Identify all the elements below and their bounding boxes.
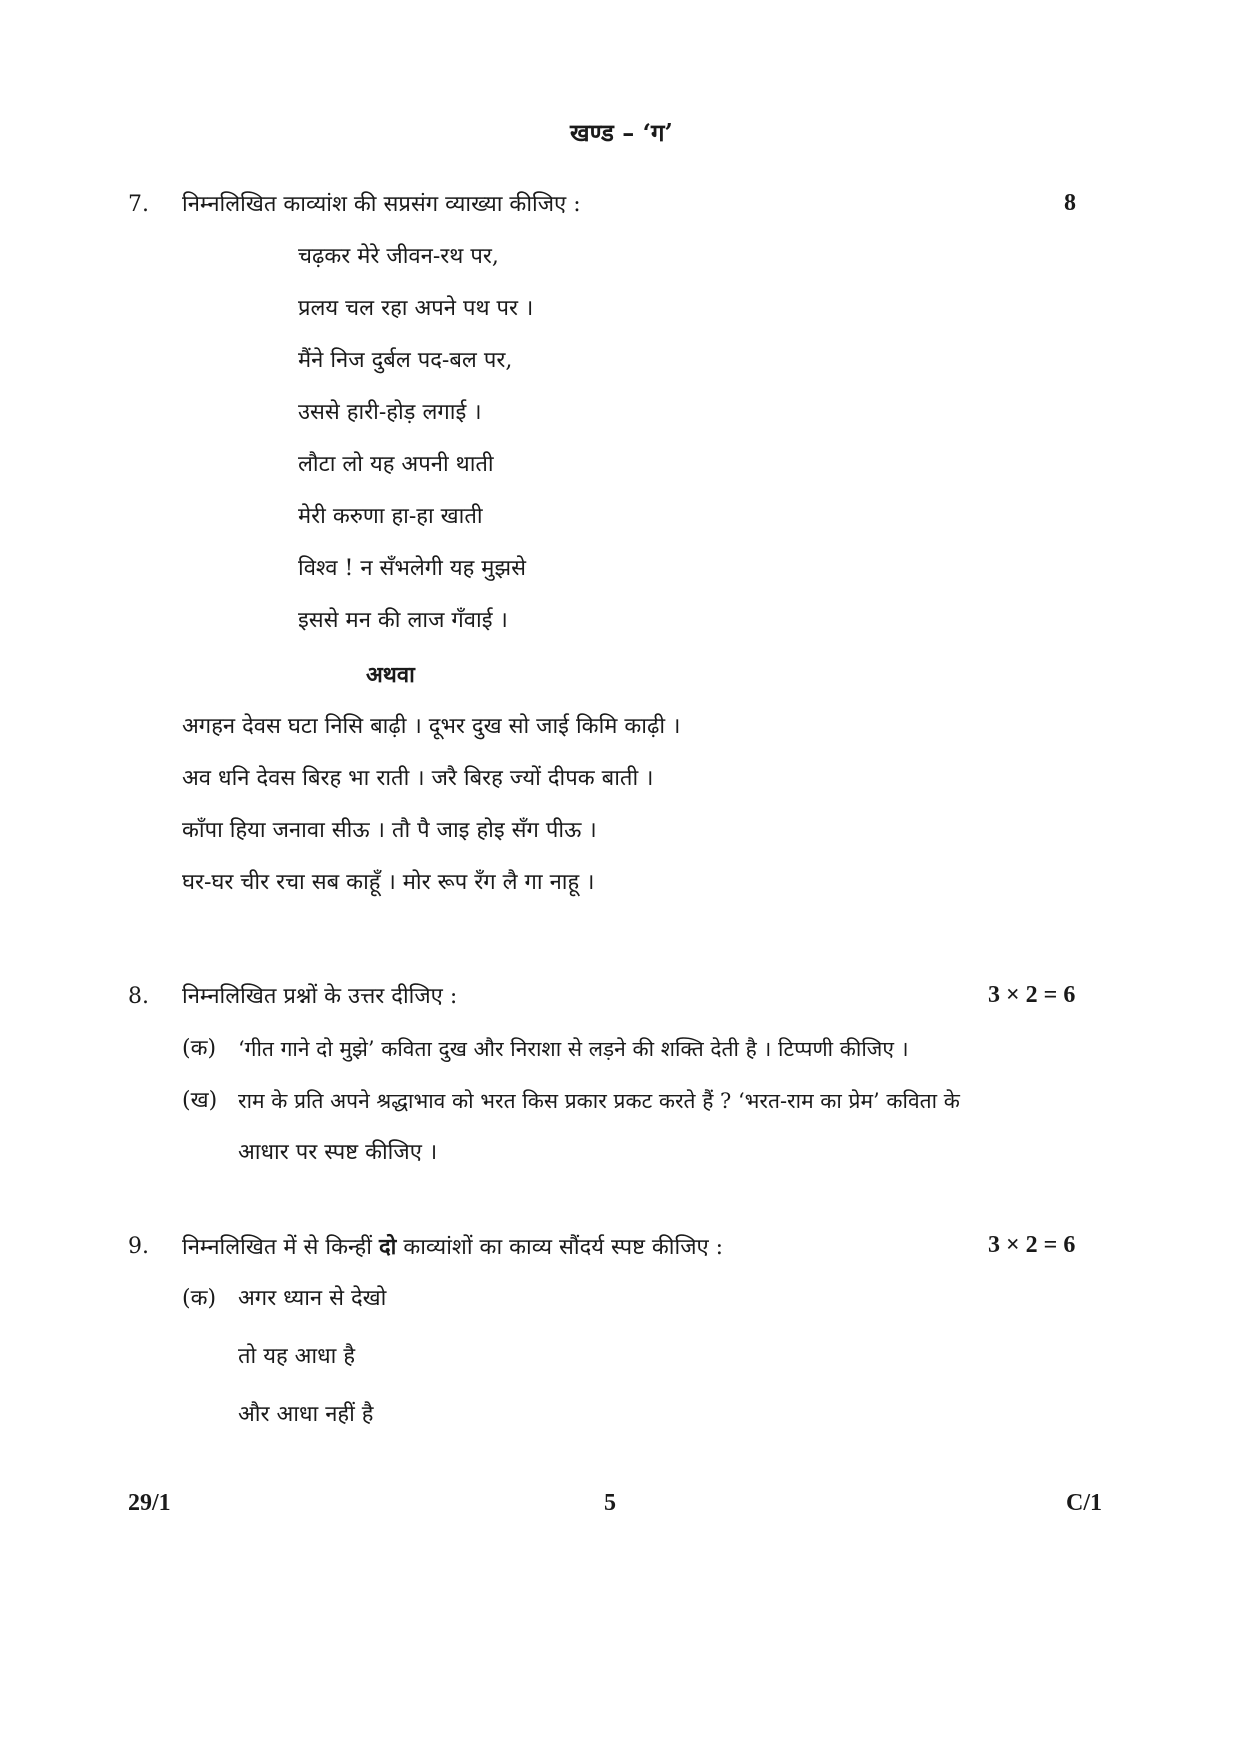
- q8-prompt: निम्नलिखित प्रश्नों के उत्तर दीजिए :: [182, 984, 458, 1009]
- section-title: खण्ड – ‘ग’: [570, 118, 673, 147]
- or-label: अथवा: [366, 662, 415, 688]
- q9-prompt-after: काव्यांशों का काव्य सौंदर्य स्पष्ट कीजिए :: [396, 1235, 724, 1260]
- poem-line: मैंने निज दुर्बल पद-बल पर,: [298, 348, 513, 373]
- q9-a-label: (क): [182, 1286, 217, 1311]
- alt-poem-line: अव धनि देवस बिरह भा राती । जरै बिरह ज्यों दीपक बाती ।: [182, 766, 654, 791]
- q9-prompt-before: निम्नलिखित में से किन्हीं: [182, 1235, 379, 1260]
- q8-b-text-line2: आधार पर स्पष्ट कीजिए ।: [238, 1140, 438, 1165]
- poem-line: विश्व ! न सँभलेगी यह मुझसे: [298, 556, 526, 581]
- poem-line: लौटा लो यह अपनी थाती: [298, 452, 494, 477]
- q8-b-text-line1: राम के प्रति अपने श्रद्धाभाव को भरत किस प्रकार प्रकट करते हैं ? ‘भरत-राम का प्रेम’ कविता के: [238, 1089, 960, 1113]
- q9-a-line: तो यह आधा है: [238, 1344, 356, 1369]
- footer-page-number: 5: [604, 1490, 616, 1516]
- q8-a-label: (क): [182, 1036, 217, 1061]
- poem-line: उससे हारी-होड़ लगाई ।: [298, 400, 482, 425]
- alt-poem-line: घर-घर चीर रचा सब काहूँ । मोर रूप रँग लै गा नाहू ।: [182, 870, 595, 895]
- q7-prompt: निम्नलिखित काव्यांश की सप्रसंग व्याख्या कीजिए :: [182, 192, 581, 217]
- q9-a-line: अगर ध्यान से देखो: [238, 1286, 387, 1311]
- poem-line: मेरी करुणा हा-हा खाती: [298, 504, 483, 529]
- q9-a-line: और आधा नहीं है: [238, 1402, 374, 1427]
- q9-marks: 3 × 2 = 6: [988, 1232, 1076, 1258]
- q8-b-label: (ख): [182, 1088, 218, 1113]
- alt-poem-line: काँपा हिया जनावा सीऊ । तौ पै जाइ होइ सँग पीऊ ।: [182, 818, 597, 843]
- q8-marks: 3 × 2 = 6: [988, 982, 1076, 1008]
- poem-line: इससे मन की लाज गँवाई ।: [298, 608, 508, 633]
- q7-number: 7.: [128, 192, 149, 217]
- q7-marks: 8: [1064, 190, 1076, 216]
- alt-poem-line: अगहन देवस घटा निसि बाढ़ी । दूभर दुख सो जाई किमि काढ़ी ।: [182, 714, 681, 739]
- poem-line: प्रलय चल रहा अपने पथ पर ।: [298, 296, 534, 321]
- footer-set: C/1: [1066, 1490, 1102, 1516]
- q8-a-text: ‘गीत गाने दो मुझे’ कविता दुख और निराशा से लड़ने की शक्ति देती है । टिप्पणी कीजिए ।: [238, 1037, 909, 1061]
- q8-number: 8.: [128, 984, 149, 1009]
- q9-prompt-bold: दो: [378, 1234, 397, 1260]
- q9-number: 9.: [128, 1234, 149, 1259]
- footer-code: 29/1: [128, 1490, 171, 1516]
- poem-line: चढ़कर मेरे जीवन-रथ पर,: [298, 244, 499, 269]
- q9-prompt: [182, 1232, 723, 1263]
